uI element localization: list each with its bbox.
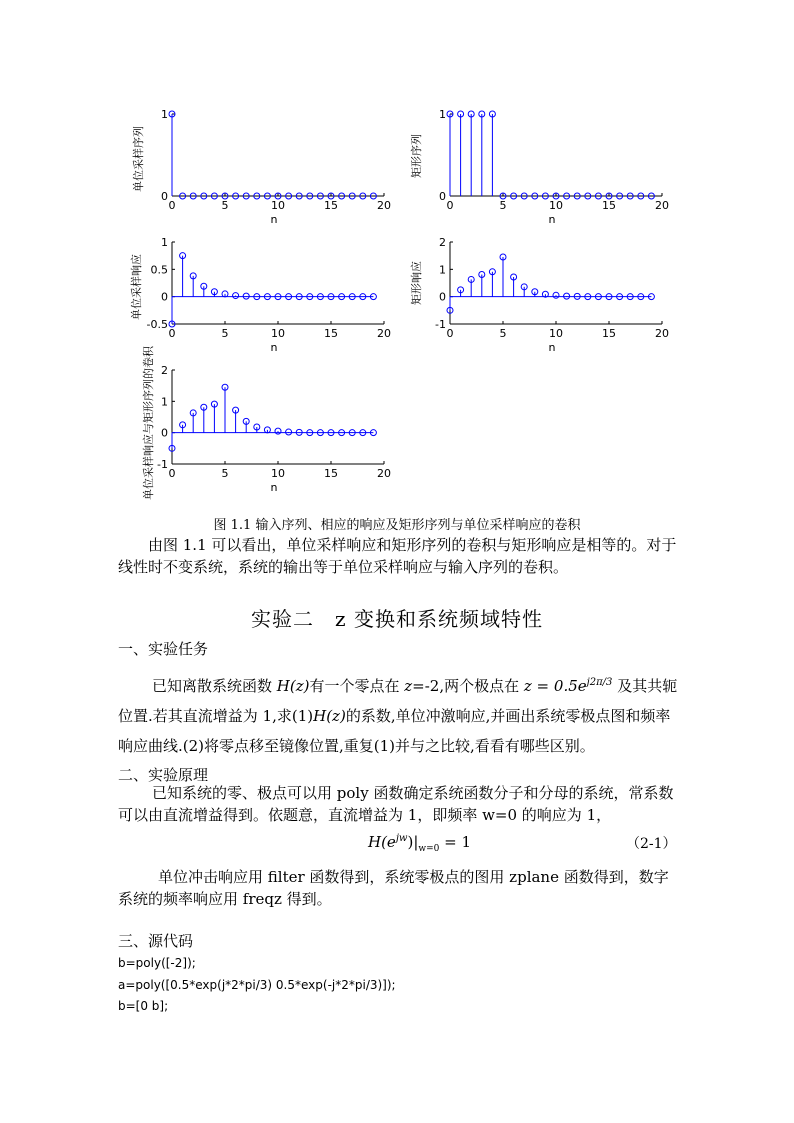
section-title: 实验二 z 变换和系统频域特性: [251, 607, 543, 631]
x-tick-label: 15: [602, 327, 616, 340]
x-tick-label: 20: [377, 467, 391, 480]
task-math-hz2: H(z): [313, 707, 346, 725]
plot-rect-sequence: [439, 108, 669, 226]
y-tick-label: 1: [439, 263, 446, 277]
x-axis-label: n: [270, 481, 278, 494]
code-line-1: b=poly([-2]);: [118, 956, 196, 970]
x-tick-label: 10: [271, 327, 285, 340]
y-tick-label: 1: [161, 395, 168, 409]
paragraph-1: [118, 534, 680, 578]
stem-chart-2: [439, 108, 669, 226]
heading-source: 三、源代码: [118, 932, 194, 950]
x-tick-label: 10: [549, 199, 563, 212]
ylabel-5: 单位采样响应与矩形序列的卷积: [142, 346, 155, 500]
paragraph-principle-text: 已知系统的零、极点可以用 poly 函数确定系统函数分子和分母的系统，常系数可以由直流增益得到。依题意，直流增益为 1，即频率 w=0 的响应为 1，: [118, 784, 674, 824]
chart-4-marks: [435, 236, 669, 354]
x-tick-label: 15: [324, 199, 338, 212]
eq-sup: jw: [395, 833, 408, 844]
y-tick-label: 1: [161, 236, 168, 249]
eq-rhs: = 1: [439, 833, 472, 851]
ylabel-3: 单位采样响应: [130, 254, 143, 320]
y-tick-label: 2: [161, 364, 168, 377]
eq-bar: )|: [407, 833, 419, 851]
x-tick-label: 15: [324, 467, 338, 480]
x-tick-label: 20: [377, 327, 391, 340]
figure-caption: 图 1.1 输入序列、相应的响应及矩形序列与单位采样响应的卷积: [213, 518, 581, 533]
stem-chart-4: [435, 236, 669, 354]
x-axis-label: n: [270, 213, 278, 226]
x-axis-label: n: [548, 213, 556, 226]
y-tick-label: -1: [157, 458, 168, 471]
x-tick-label: 5: [499, 327, 507, 340]
x-tick-label: 20: [377, 199, 391, 212]
stem-chart-1: [161, 108, 391, 226]
y-tick-label: -0.5: [146, 318, 168, 331]
plot-unit-sample-sequence: [161, 108, 391, 226]
x-tick-label: 10: [549, 327, 563, 340]
stem-marker: [553, 292, 559, 298]
ylabel-1: 单位采样序列: [132, 126, 145, 192]
heading-task: 一、实验任务: [118, 640, 209, 658]
task-text-d: 及其共轭位置.若其直流增益为 1,求(1): [118, 677, 678, 725]
ylabel-2: 矩形序列: [410, 134, 423, 178]
ylabel-4: 矩形响应: [410, 261, 423, 305]
x-tick-label: 5: [221, 467, 229, 480]
paragraph-task: [118, 668, 680, 761]
plot-rect-response: [435, 236, 669, 354]
x-tick-label: 0: [168, 327, 176, 340]
task-text-c: =-2,两个极点在: [412, 677, 524, 695]
task-math-z: z: [404, 677, 413, 695]
task-text-b: 有一个零点在: [309, 677, 405, 695]
x-tick-label: 0: [168, 467, 176, 480]
stem-marker: [243, 293, 249, 299]
stem-chart-3: [146, 236, 391, 354]
task-text-a: 已知离散系统函数: [152, 677, 277, 695]
y-tick-label: -1: [435, 318, 446, 331]
chart-3-marks: [147, 236, 391, 354]
y-tick-label: 0: [161, 290, 168, 304]
x-tick-label: 0: [446, 327, 454, 340]
paragraph-principle: [118, 782, 680, 826]
paragraph-functions-text: 单位冲击响应用 filter 函数得到，系统零极点的图用 zplane 函数得到，数字系统的频率响应用 freqz 得到。: [118, 868, 669, 908]
y-tick-label: 0: [161, 190, 168, 203]
task-math-exp: j2π/3: [586, 677, 613, 688]
y-tick-label: 0: [161, 426, 168, 440]
y-tick-label: 0: [439, 290, 446, 304]
chart-5-marks: [157, 364, 391, 494]
equation-number: （2-1）: [626, 836, 677, 852]
x-tick-label: 10: [271, 199, 285, 212]
eq-sub: w=0: [418, 844, 440, 854]
chart-2-marks: [439, 108, 669, 226]
x-tick-label: 5: [221, 327, 229, 340]
x-tick-label: 20: [655, 327, 669, 340]
task-math-pole: z = 0.5e: [523, 677, 587, 695]
heading-principle: 二、实验原理: [118, 766, 209, 784]
x-tick-label: 15: [602, 199, 616, 212]
equation: [368, 833, 471, 854]
task-text-e: 的系数,单位冲激响应,并画出系统零极点图和频率响应曲线.(2)将零点移至镜像位置,重复(1)并与之比较,看看有哪些区别。: [118, 707, 671, 755]
code-line-3: b=[0 b];: [118, 999, 169, 1013]
stem-chart-5: [157, 364, 391, 494]
y-tick-label: 1: [161, 108, 168, 121]
paragraph-functions: [118, 866, 680, 910]
x-tick-label: 10: [271, 467, 285, 480]
x-tick-label: 20: [655, 199, 669, 212]
y-tick-label: 0: [439, 190, 446, 203]
x-axis-label: n: [548, 341, 556, 354]
x-tick-label: 5: [499, 199, 507, 212]
y-tick-label: 1: [439, 108, 446, 121]
stem-marker: [564, 293, 570, 299]
x-axis-label: n: [270, 341, 278, 354]
paragraph-1-text: 由图 1.1 可以看出，单位采样响应和矩形序列的卷积与矩形响应是相等的。对于线性时不变系统，系统的输出等于单位采样响应与输入序列的卷积。: [118, 536, 677, 576]
plot-convolution: [157, 364, 391, 494]
x-tick-label: 5: [221, 199, 229, 212]
y-tick-label: 2: [439, 236, 446, 249]
chart-1-marks: [161, 108, 391, 226]
code-line-2: a=poly([0.5*exp(j*2*pi/3) 0.5*exp(-j*2*pi/3)]);: [118, 978, 396, 992]
task-math-hz: H(z): [276, 677, 310, 695]
x-tick-label: 0: [446, 199, 454, 212]
plot-unit-sample-response: [146, 236, 391, 354]
eq-main: H(e: [368, 833, 396, 851]
x-tick-label: 15: [324, 327, 338, 340]
x-tick-label: 0: [168, 199, 176, 212]
y-tick-label: 0.5: [150, 263, 168, 277]
